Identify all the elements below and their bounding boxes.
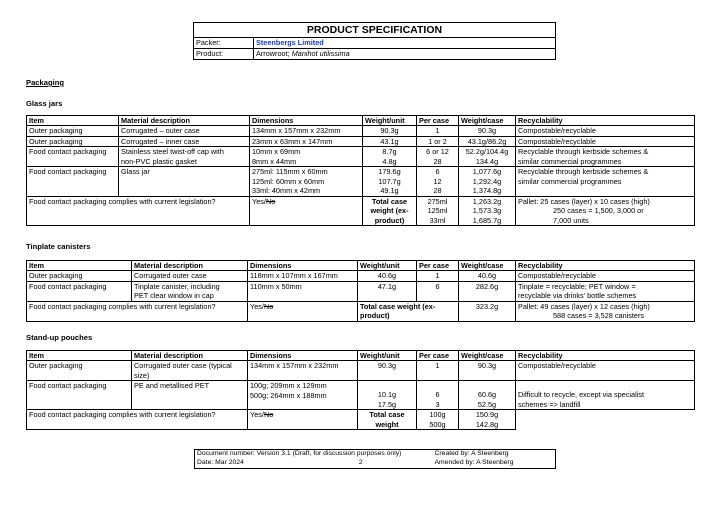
dimensions-line: 125ml: 60mm x 60mm [252, 176, 325, 186]
cell-recyclability: Compostable/recyclable [516, 271, 695, 281]
total-label-line: Total case weight (ex- [360, 301, 436, 311]
answer-no: No [263, 410, 274, 420]
cell-recyclability: Compostable/recyclable [516, 126, 695, 136]
recyclability-line: schemes => landfill [518, 399, 581, 409]
cell-weight-case: 40.6g [459, 271, 516, 281]
cell-item: Outer packaging [27, 361, 132, 381]
total-sizes [417, 410, 459, 430]
col-weight-unit: Weight/unit [363, 116, 417, 126]
cell-dimensions: 134mm x 157mm x 232mm [248, 361, 358, 381]
pallet-info [516, 301, 695, 321]
packaging-section-title: Packaging [26, 78, 64, 87]
per-case-line: 6 or 12 [426, 147, 449, 157]
pallet-line: 7,000 units [553, 215, 589, 225]
cell-per-case [417, 147, 459, 167]
cell-recyclability [516, 147, 695, 167]
document-date: Date: Mar 2024 [197, 459, 244, 466]
cell-per-case: 1 [417, 271, 459, 281]
table-row [27, 281, 695, 301]
cell-item: Outer packaging [27, 126, 119, 136]
total-label-line: Total case [371, 196, 408, 206]
total-label-line: weight (ex- [370, 206, 409, 216]
cell-weight-unit: 90.3g [363, 126, 417, 136]
date-and-page [195, 459, 433, 469]
answer-yes: Yes [250, 410, 262, 420]
material-line: Corrugated outer case (typical [134, 361, 232, 371]
total-weight: 150.9g [475, 410, 499, 420]
pallet-line: Pallet: 25 cases (layer) x 10 cases (high) [518, 196, 650, 206]
cell-material: Glass jar [119, 167, 250, 196]
table-header-row [27, 261, 695, 271]
recyclability-line: recyclable via drinks' bottle schemes [518, 291, 637, 301]
col-item: Item [27, 116, 119, 126]
cell-weight-case: 43.1g/86.2g [459, 136, 516, 146]
col-recyclability: Recyclability [516, 351, 695, 361]
total-weight: 142.8g [475, 419, 499, 429]
glass-jars-table [26, 115, 695, 226]
weight-unit-line: 49.1g [380, 186, 399, 196]
recyclability-line: Recyclable through kerbside schemes & [518, 147, 649, 157]
product-common-name: Arrowroot; [256, 49, 292, 58]
total-weight: 1,685.7g [472, 215, 502, 225]
total-size: 125ml [427, 206, 448, 216]
dimensions-line: 33ml: 40mm x 42mm [252, 186, 321, 196]
per-case-line: 3 [435, 399, 440, 409]
cell-material: Corrugated – outer case [119, 126, 250, 136]
spec-header-table [193, 22, 556, 60]
pallet-line: 250 cases = 1,500, 3,000 or [553, 206, 644, 216]
table-row [27, 381, 695, 410]
col-item: Item [27, 261, 132, 271]
stand-up-pouches-table [26, 350, 695, 430]
empty-cell [516, 410, 695, 430]
compliance-row [27, 301, 695, 321]
material-line: Tinplate canister, including [134, 281, 220, 291]
weight-unit-line: 4.8g [382, 156, 397, 166]
packer-value: Steenbergs Limited [254, 38, 556, 49]
pallet-info [516, 196, 695, 225]
answer-no: No [265, 196, 276, 206]
weight-case-line: 1,374.8g [472, 186, 502, 196]
material-line: PET clear window in cap [134, 291, 214, 301]
cell-weight-case: 90.3g [459, 361, 516, 381]
col-material: Material description [132, 351, 248, 361]
weight-case-line: 52.2g/104.4g [465, 147, 509, 157]
total-case-weight-label [358, 410, 417, 430]
material-line: non-PVC plastic gasket [121, 156, 197, 166]
cell-recyclability: Compostable/recyclable [516, 361, 695, 381]
glass-jars-heading: Glass jars [26, 99, 63, 108]
weight-case-line: 60.6g [477, 390, 497, 400]
col-recyclability: Recyclability [516, 261, 695, 271]
table-row [27, 271, 695, 281]
cell-item: Food contact packaging [27, 381, 132, 410]
weight-unit-line: 107.7g [378, 176, 401, 186]
cell-weight-unit: 40.6g [358, 271, 417, 281]
weight-case-line: 134.4g [475, 156, 499, 166]
weight-unit-line: 17.5g [377, 399, 397, 409]
cell-weight-case [459, 381, 516, 410]
cell-per-case: 1 [417, 126, 459, 136]
col-item: Item [27, 351, 132, 361]
table-header-row [27, 351, 695, 361]
cell-weight-unit [363, 147, 417, 167]
total-weights [459, 410, 516, 430]
cell-dimensions: 110mm x 50mm [248, 281, 358, 301]
cell-per-case [417, 167, 459, 196]
recyclability-line: similar commercial programmes [518, 176, 622, 186]
total-case-weight-label [358, 301, 459, 321]
col-recyclability: Recyclability [516, 116, 695, 126]
per-case-line: 28 [433, 156, 442, 166]
material-line: size) [134, 370, 150, 380]
compliance-answer: Yes/No [248, 410, 358, 430]
cell-material: Corrugated outer case [132, 271, 248, 281]
pallet-line: 588 cases = 3,528 canisters [553, 311, 645, 321]
compliance-question: Food contact packaging complies with current legislation? [27, 301, 248, 321]
col-material: Material description [132, 261, 248, 271]
table-row [27, 136, 695, 146]
page-number: 2 [358, 459, 363, 466]
spec-title: PRODUCT SPECIFICATION [194, 23, 556, 38]
weight-unit-line: 10.1g [377, 390, 397, 400]
document-footer [194, 449, 556, 469]
answer-no: No [263, 301, 274, 311]
cell-item: Food contact packaging [27, 281, 132, 301]
cell-item: Outer packaging [27, 271, 132, 281]
compliance-row [27, 410, 695, 430]
col-weight-case: Weight/case [459, 116, 516, 126]
per-case-line: 12 [433, 176, 442, 186]
weight-unit-line: 8.7g [382, 147, 397, 157]
weight-unit-line: 179.6g [378, 167, 401, 177]
cell-per-case [417, 381, 459, 410]
cell-weight-case: 282.6g [459, 281, 516, 301]
compliance-question: Food contact packaging complies with current legislation? [27, 196, 250, 225]
table-row [27, 167, 695, 196]
col-per-case: Per case [417, 116, 459, 126]
cell-weight-unit [363, 167, 417, 196]
table-header-row [27, 116, 695, 126]
dimensions-line: 8mm x 44mm [252, 156, 297, 166]
col-per-case: Per case [417, 351, 459, 361]
stand-up-pouches-heading: Stand-up pouches [26, 333, 93, 342]
answer-yes: Yes [252, 196, 264, 206]
tinplate-canisters-table [26, 260, 695, 322]
total-weight: 1,263.2g [472, 196, 502, 206]
weight-case-line: 52.5g [477, 399, 497, 409]
col-weight-unit: Weight/unit [358, 261, 417, 271]
dimensions-line: 275ml: 115mm x 60mm [252, 167, 328, 177]
cell-weight-case: 90.3g [459, 126, 516, 136]
col-per-case: Per case [417, 261, 459, 271]
tinplate-canisters-heading: Tinplate canisters [26, 242, 91, 251]
compliance-row [27, 196, 695, 225]
cell-material [132, 281, 248, 301]
dimensions-line: 100g; 209mm x 129mm [250, 381, 327, 391]
document-number: Document number: Version 3.1 (Draft, for discussion purposes only) [197, 450, 402, 457]
cell-weight-case [459, 167, 516, 196]
table-row [27, 126, 695, 136]
cell-weight-unit: 90.3g [358, 361, 417, 381]
material-line: Stainless steel twist-off cap with [121, 147, 224, 157]
recyclability-line: Recyclable through kerbside schemes & [518, 167, 649, 177]
total-size: 100g [429, 410, 446, 420]
cell-item: Food contact packaging [27, 167, 119, 196]
total-weight: 1,573.3g [472, 206, 502, 216]
answer-yes: Yes [250, 301, 262, 311]
cell-material: PE and metallised PET [132, 381, 248, 410]
table-row [27, 361, 695, 381]
col-material: Material description [119, 116, 250, 126]
cell-dimensions: 134mm x 157mm x 232mm [250, 126, 363, 136]
col-weight-unit: Weight/unit [358, 351, 417, 361]
cell-dimensions [248, 381, 358, 410]
packer-label: Packer: [194, 38, 254, 49]
compliance-answer: Yes/No [248, 301, 358, 321]
total-size: 275ml [427, 196, 448, 206]
weight-case-line: 1,292.4g [472, 176, 502, 186]
amended-by: Amended by: A Steenberg [434, 459, 514, 466]
cell-weight-unit: 47.1g [358, 281, 417, 301]
total-label-line: Total case [369, 410, 405, 420]
total-size: 33ml [429, 215, 446, 225]
recyclability-line: Tinplate = recyclable; PET window = [518, 281, 636, 291]
total-label-line: product) [360, 311, 390, 321]
cell-recyclability [516, 381, 695, 410]
per-case-line: 28 [433, 186, 442, 196]
total-weights [459, 196, 516, 225]
col-dimensions: Dimensions [248, 261, 358, 271]
col-dimensions: Dimensions [248, 351, 358, 361]
per-case-line: 6 [435, 167, 440, 177]
cell-per-case: 6 [417, 281, 459, 301]
cell-per-case: 1 [417, 361, 459, 381]
cell-item: Outer packaging [27, 136, 119, 146]
cell-recyclability: Compostable/recyclable [516, 136, 695, 146]
col-weight-case: Weight/case [459, 261, 516, 271]
col-dimensions: Dimensions [250, 116, 363, 126]
compliance-answer: Yes/No [250, 196, 363, 225]
cell-material: Corrugated – inner case [119, 136, 250, 146]
product-label: Product: [194, 49, 254, 60]
cell-dimensions [250, 147, 363, 167]
per-case-line: 6 [435, 390, 440, 400]
cell-recyclability [516, 281, 695, 301]
recyclability-line: similar commercial programmes [518, 156, 622, 166]
total-sizes [417, 196, 459, 225]
total-size: 500g [429, 419, 446, 429]
total-weight: 323.2g [459, 301, 516, 321]
cell-weight-unit [358, 381, 417, 410]
dimensions-line: 500g; 264mm x 188mm [250, 390, 327, 400]
cell-item: Food contact packaging [27, 147, 119, 167]
product-value [254, 49, 556, 60]
cell-per-case: 1 or 2 [417, 136, 459, 146]
cell-dimensions: 23mm x 63mm x 147mm [250, 136, 363, 146]
recyclability-line: Difficult to recycle, except via specialist [518, 390, 644, 400]
dimensions-line: 10mm x 69mm [252, 147, 301, 157]
cell-material [132, 361, 248, 381]
total-case-weight-label [363, 196, 417, 225]
cell-recyclability [516, 167, 695, 196]
col-weight-case: Weight/case [459, 351, 516, 361]
cell-weight-unit: 43.1g [363, 136, 417, 146]
cell-dimensions [250, 167, 363, 196]
weight-case-line: 1,077.6g [472, 167, 502, 177]
cell-weight-case [459, 147, 516, 167]
cell-material [119, 147, 250, 167]
pallet-line: Pallet: 49 cases (layer) x 12 cases (high) [518, 301, 650, 311]
product-latin-name: Manihot utilissima [291, 49, 350, 58]
cell-dimensions: 118mm x 107mm x 167mm [248, 271, 358, 281]
total-label-line: weight [375, 419, 399, 429]
table-row [27, 147, 695, 167]
compliance-question: Food contact packaging complies with current legislation? [27, 410, 248, 430]
created-by: Created by: A Steenberg [434, 450, 509, 457]
total-label-line: product) [374, 215, 405, 225]
